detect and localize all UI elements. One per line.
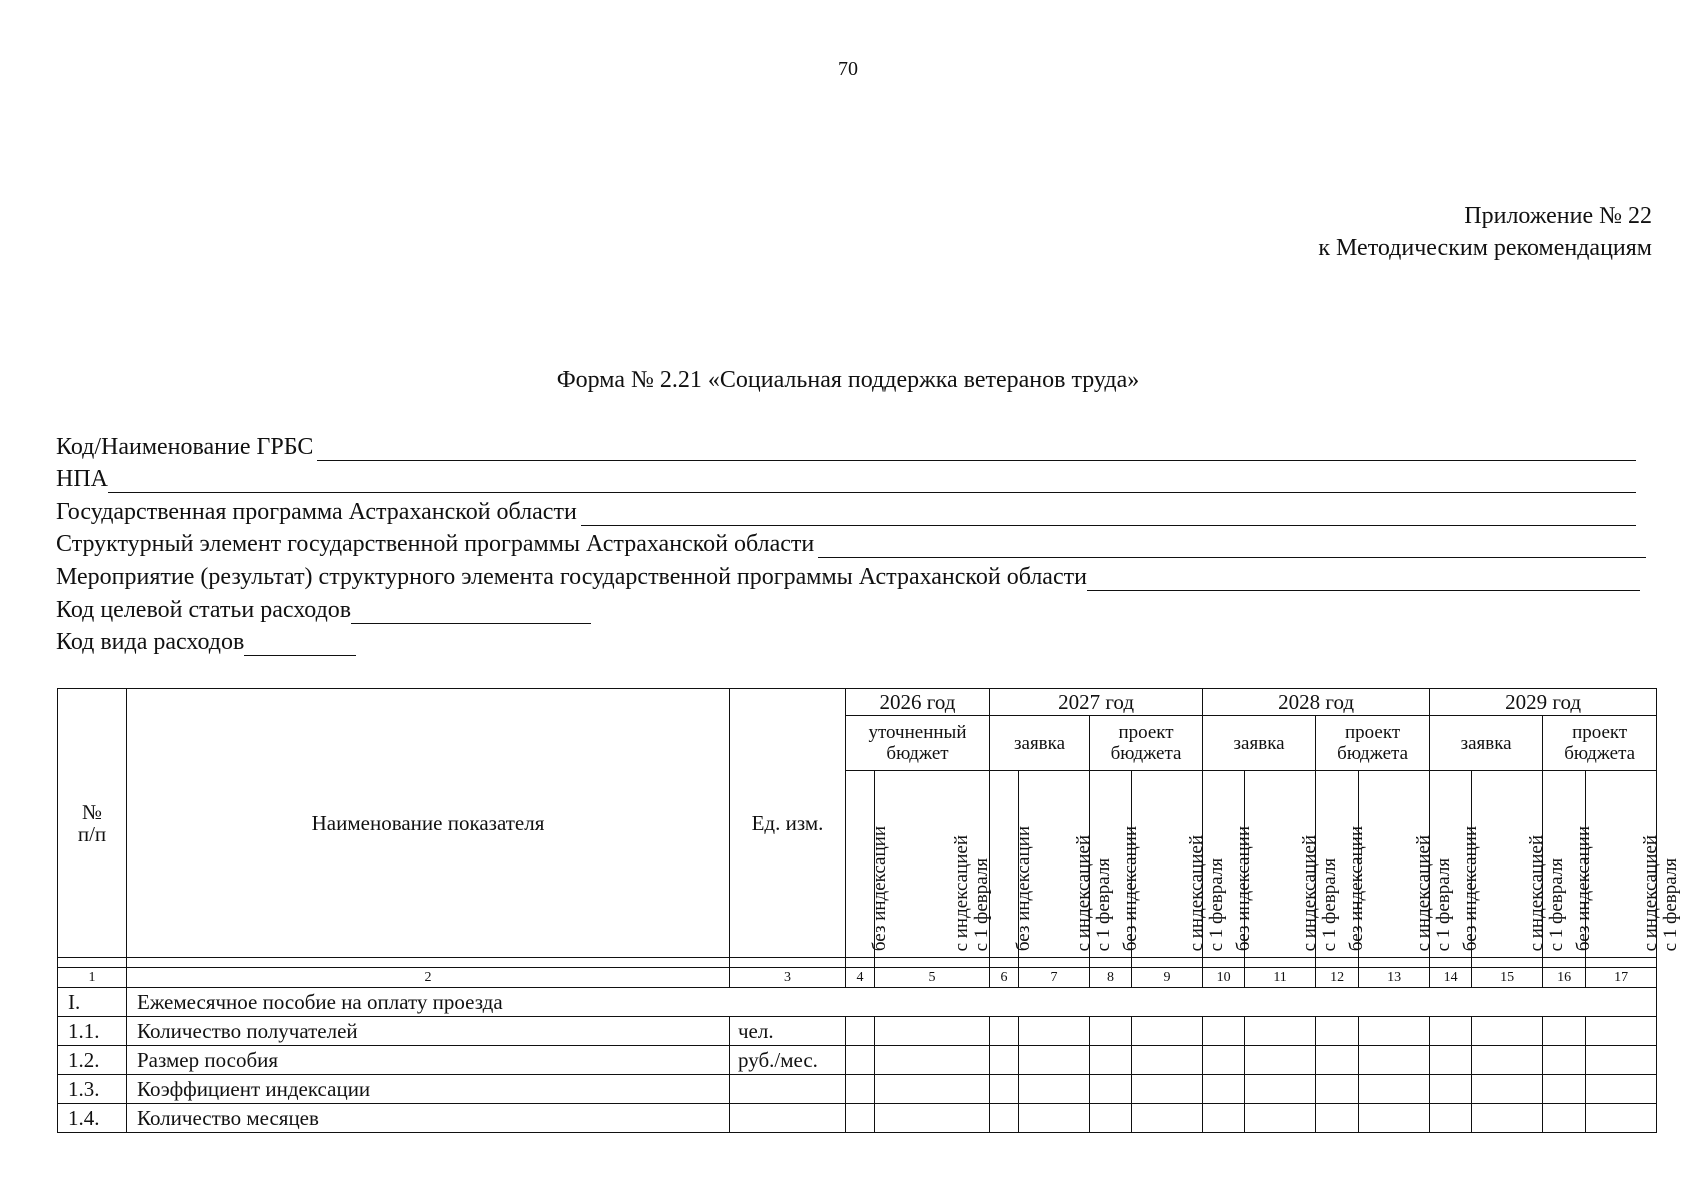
value-cell[interactable] xyxy=(1316,1104,1359,1133)
header-year-2029: 2029 год xyxy=(1430,689,1657,716)
header-indicator-name: Наименование показателя xyxy=(127,689,730,958)
value-cell[interactable] xyxy=(1316,1017,1359,1046)
field-structural-element xyxy=(56,526,1646,559)
value-cell[interactable] xyxy=(1203,1075,1245,1104)
value-cell[interactable] xyxy=(846,1017,875,1046)
header-without-indexation xyxy=(1316,771,1368,958)
value-cell[interactable] xyxy=(846,1046,875,1075)
row-name: Коэффициент индексации xyxy=(127,1075,730,1104)
value-cell[interactable] xyxy=(1359,1046,1430,1075)
value-cell[interactable] xyxy=(846,1104,875,1133)
value-cell[interactable] xyxy=(1543,1104,1586,1133)
column-numbers-row xyxy=(58,968,1657,988)
row-unit: чел. xyxy=(730,1017,846,1046)
row-name: Количество получателей xyxy=(127,1017,730,1046)
value-cell[interactable] xyxy=(1586,1104,1657,1133)
table-row xyxy=(58,1104,1657,1133)
column-number: 11 xyxy=(1245,968,1316,988)
value-cell[interactable] xyxy=(1019,1017,1090,1046)
row-number: 1.4. xyxy=(58,1104,127,1133)
value-cell[interactable] xyxy=(846,1075,875,1104)
value-cell[interactable] xyxy=(875,1104,990,1133)
value-cell[interactable] xyxy=(1430,1046,1472,1075)
value-cell[interactable] xyxy=(990,1075,1019,1104)
appendix-line-2: к Методическим рекомендациям xyxy=(1318,235,1652,261)
vertical-label: с индексацией с 1 февраля xyxy=(951,834,992,951)
value-cell[interactable] xyxy=(1359,1075,1430,1104)
header-with-indexation xyxy=(1472,771,1568,958)
field-label: Код целевой статьи расходов xyxy=(56,596,352,623)
row-name: Размер пособия xyxy=(127,1046,730,1075)
fill-line[interactable] xyxy=(1087,566,1640,591)
vertical-label: с индексацией с 1 февраля xyxy=(1073,834,1115,951)
vertical-label: без индексации xyxy=(1013,825,1035,951)
row-number: 1.2. xyxy=(58,1046,127,1075)
value-cell[interactable] xyxy=(1019,1104,1090,1133)
field-program xyxy=(56,493,1636,526)
field-label: НПА xyxy=(56,466,108,493)
value-cell[interactable] xyxy=(1245,1046,1316,1075)
table-row xyxy=(58,1017,1657,1046)
header-with-indexation xyxy=(1359,771,1455,958)
column-number: 1 xyxy=(58,968,127,988)
value-cell[interactable] xyxy=(1132,1104,1203,1133)
header-unit: Ед. изм. xyxy=(730,689,846,958)
column-number: 8 xyxy=(1090,968,1132,988)
header-gap xyxy=(58,958,1657,968)
value-cell[interactable] xyxy=(1472,1017,1543,1046)
field-label: Код вида расходов xyxy=(56,629,245,656)
fill-line[interactable] xyxy=(244,631,356,656)
vertical-label: без индексации xyxy=(1232,825,1254,951)
value-cell[interactable] xyxy=(1090,1017,1132,1046)
page-number: 70 xyxy=(838,58,858,80)
field-measure xyxy=(56,558,1640,591)
value-cell[interactable] xyxy=(875,1017,990,1046)
column-number: 15 xyxy=(1472,968,1543,988)
fill-line[interactable] xyxy=(818,533,1646,558)
column-number: 16 xyxy=(1543,968,1586,988)
row-section-title: Ежемесячное пособие на оплату проезда xyxy=(127,988,1657,1017)
fill-line[interactable] xyxy=(581,501,1636,526)
vertical-label: без индексации xyxy=(1119,825,1141,951)
header-number: № п/п xyxy=(58,689,127,958)
vertical-label: без индексации xyxy=(1346,825,1368,951)
header-without-indexation xyxy=(1430,771,1481,958)
value-cell[interactable] xyxy=(1245,1017,1316,1046)
vertical-label: с индексацией с 1 февраля xyxy=(1526,834,1568,951)
row-number: I. xyxy=(58,988,127,1017)
header-without-indexation xyxy=(990,771,1035,958)
row-unit xyxy=(730,1075,846,1104)
value-cell[interactable] xyxy=(1586,1075,1657,1104)
form-title: Форма № 2.21 «Социальная поддержка ветеранов труда» xyxy=(556,367,1140,393)
column-number: 4 xyxy=(846,968,875,988)
header-without-indexation xyxy=(1090,771,1141,958)
value-cell[interactable] xyxy=(1472,1075,1543,1104)
header-sub-request: заявка xyxy=(990,716,1090,771)
vertical-label: без индексации xyxy=(1459,825,1481,951)
row-name: Количество месяцев xyxy=(127,1104,730,1133)
form-fields xyxy=(56,428,1646,656)
header-with-indexation xyxy=(1245,771,1341,958)
column-number: 10 xyxy=(1203,968,1245,988)
value-cell[interactable] xyxy=(875,1075,990,1104)
value-cell[interactable] xyxy=(1019,1075,1090,1104)
header-sub-project: проект бюджета xyxy=(1543,716,1657,771)
vertical-label: без индексации xyxy=(869,825,890,951)
column-number: 7 xyxy=(1019,968,1090,988)
value-cell[interactable] xyxy=(1090,1075,1132,1104)
column-number: 12 xyxy=(1316,968,1359,988)
fill-line[interactable] xyxy=(317,436,1636,461)
value-cell[interactable] xyxy=(1430,1104,1472,1133)
field-label: Структурный элемент государственной программы Астраханской области xyxy=(56,531,815,558)
value-cell[interactable] xyxy=(1090,1046,1132,1075)
vertical-label: с индексацией с 1 февраля xyxy=(1413,834,1455,951)
value-cell[interactable] xyxy=(1543,1017,1586,1046)
field-label: Государственная программа Астраханской области xyxy=(56,498,577,525)
row-unit xyxy=(730,1104,846,1133)
value-cell[interactable] xyxy=(1316,1075,1359,1104)
row-number: 1.3. xyxy=(58,1075,127,1104)
header-sub-request: заявка xyxy=(1430,716,1543,771)
value-cell[interactable] xyxy=(1430,1075,1472,1104)
column-number: 3 xyxy=(730,968,846,988)
column-number: 13 xyxy=(1359,968,1430,988)
value-cell[interactable] xyxy=(1132,1046,1203,1075)
value-cell[interactable] xyxy=(990,1017,1019,1046)
vertical-label: с индексацией с 1 февраля xyxy=(1186,834,1228,951)
appendix-block xyxy=(1318,200,1652,264)
value-cell[interactable] xyxy=(990,1046,1019,1075)
value-cell[interactable] xyxy=(1316,1046,1359,1075)
header-sub-project: проект бюджета xyxy=(1316,716,1430,771)
value-cell[interactable] xyxy=(1543,1046,1586,1075)
column-number: 14 xyxy=(1430,968,1472,988)
header-sub-project: проект бюджета xyxy=(1090,716,1203,771)
value-cell[interactable] xyxy=(1203,1104,1245,1133)
field-npa xyxy=(56,461,1636,494)
value-cell[interactable] xyxy=(1132,1017,1203,1046)
header-without-indexation xyxy=(846,771,890,958)
value-cell[interactable] xyxy=(1359,1017,1430,1046)
value-cell[interactable] xyxy=(1019,1046,1090,1075)
value-cell[interactable] xyxy=(1543,1075,1586,1104)
table-row xyxy=(58,1046,1657,1075)
value-cell[interactable] xyxy=(1245,1104,1316,1133)
header-with-indexation xyxy=(1132,771,1228,958)
field-grbs xyxy=(56,428,1636,461)
value-cell[interactable] xyxy=(1472,1046,1543,1075)
value-cell[interactable] xyxy=(1359,1104,1430,1133)
vertical-label: с индексацией с 1 февраля xyxy=(1640,834,1682,951)
header-year-2028: 2028 год xyxy=(1203,689,1430,716)
value-cell[interactable] xyxy=(875,1046,990,1075)
value-cell[interactable] xyxy=(1203,1046,1245,1075)
header-without-indexation xyxy=(1543,771,1595,958)
vertical-label: без индексации xyxy=(1573,825,1595,951)
row-number: 1.1. xyxy=(58,1017,127,1046)
value-cell[interactable] xyxy=(1203,1017,1245,1046)
field-label: Мероприятие (результат) структурного элемента государственной программы Астраханской области xyxy=(56,563,1087,590)
value-cell[interactable] xyxy=(1090,1104,1132,1133)
row-unit: руб./мес. xyxy=(730,1046,846,1075)
column-number: 17 xyxy=(1586,968,1657,988)
header-year-2026: 2026 год xyxy=(846,689,990,716)
header-year-2027: 2027 год xyxy=(990,689,1203,716)
field-expense-type-code xyxy=(56,624,1646,657)
appendix-line-1: Приложение № 22 xyxy=(1464,203,1652,229)
value-cell[interactable] xyxy=(1132,1075,1203,1104)
header-with-indexation xyxy=(1586,771,1682,958)
header-sub-request: заявка xyxy=(1203,716,1316,771)
header-sub-refined-budget: уточненный бюджет xyxy=(846,716,990,771)
vertical-label: с индексацией с 1 февраля xyxy=(1299,834,1341,951)
field-target-code xyxy=(56,591,1646,624)
field-label: Код/Наименование ГРБС xyxy=(56,433,314,460)
value-cell[interactable] xyxy=(990,1104,1019,1133)
column-number: 5 xyxy=(875,968,990,988)
value-cell[interactable] xyxy=(1586,1017,1657,1046)
indicators-table xyxy=(57,688,1682,1133)
column-number: 9 xyxy=(1132,968,1203,988)
value-cell[interactable] xyxy=(1586,1046,1657,1075)
value-cell[interactable] xyxy=(1472,1104,1543,1133)
value-cell[interactable] xyxy=(1430,1017,1472,1046)
fill-line[interactable] xyxy=(351,599,591,624)
header-with-indexation xyxy=(1019,771,1115,958)
column-number: 6 xyxy=(990,968,1019,988)
header-with-indexation xyxy=(875,771,990,958)
column-number: 2 xyxy=(127,968,730,988)
table-row-section xyxy=(58,988,1657,1017)
value-cell[interactable] xyxy=(1245,1075,1316,1104)
table-row xyxy=(58,1075,1657,1104)
fill-line[interactable] xyxy=(108,468,1636,493)
header-without-indexation xyxy=(1203,771,1254,958)
